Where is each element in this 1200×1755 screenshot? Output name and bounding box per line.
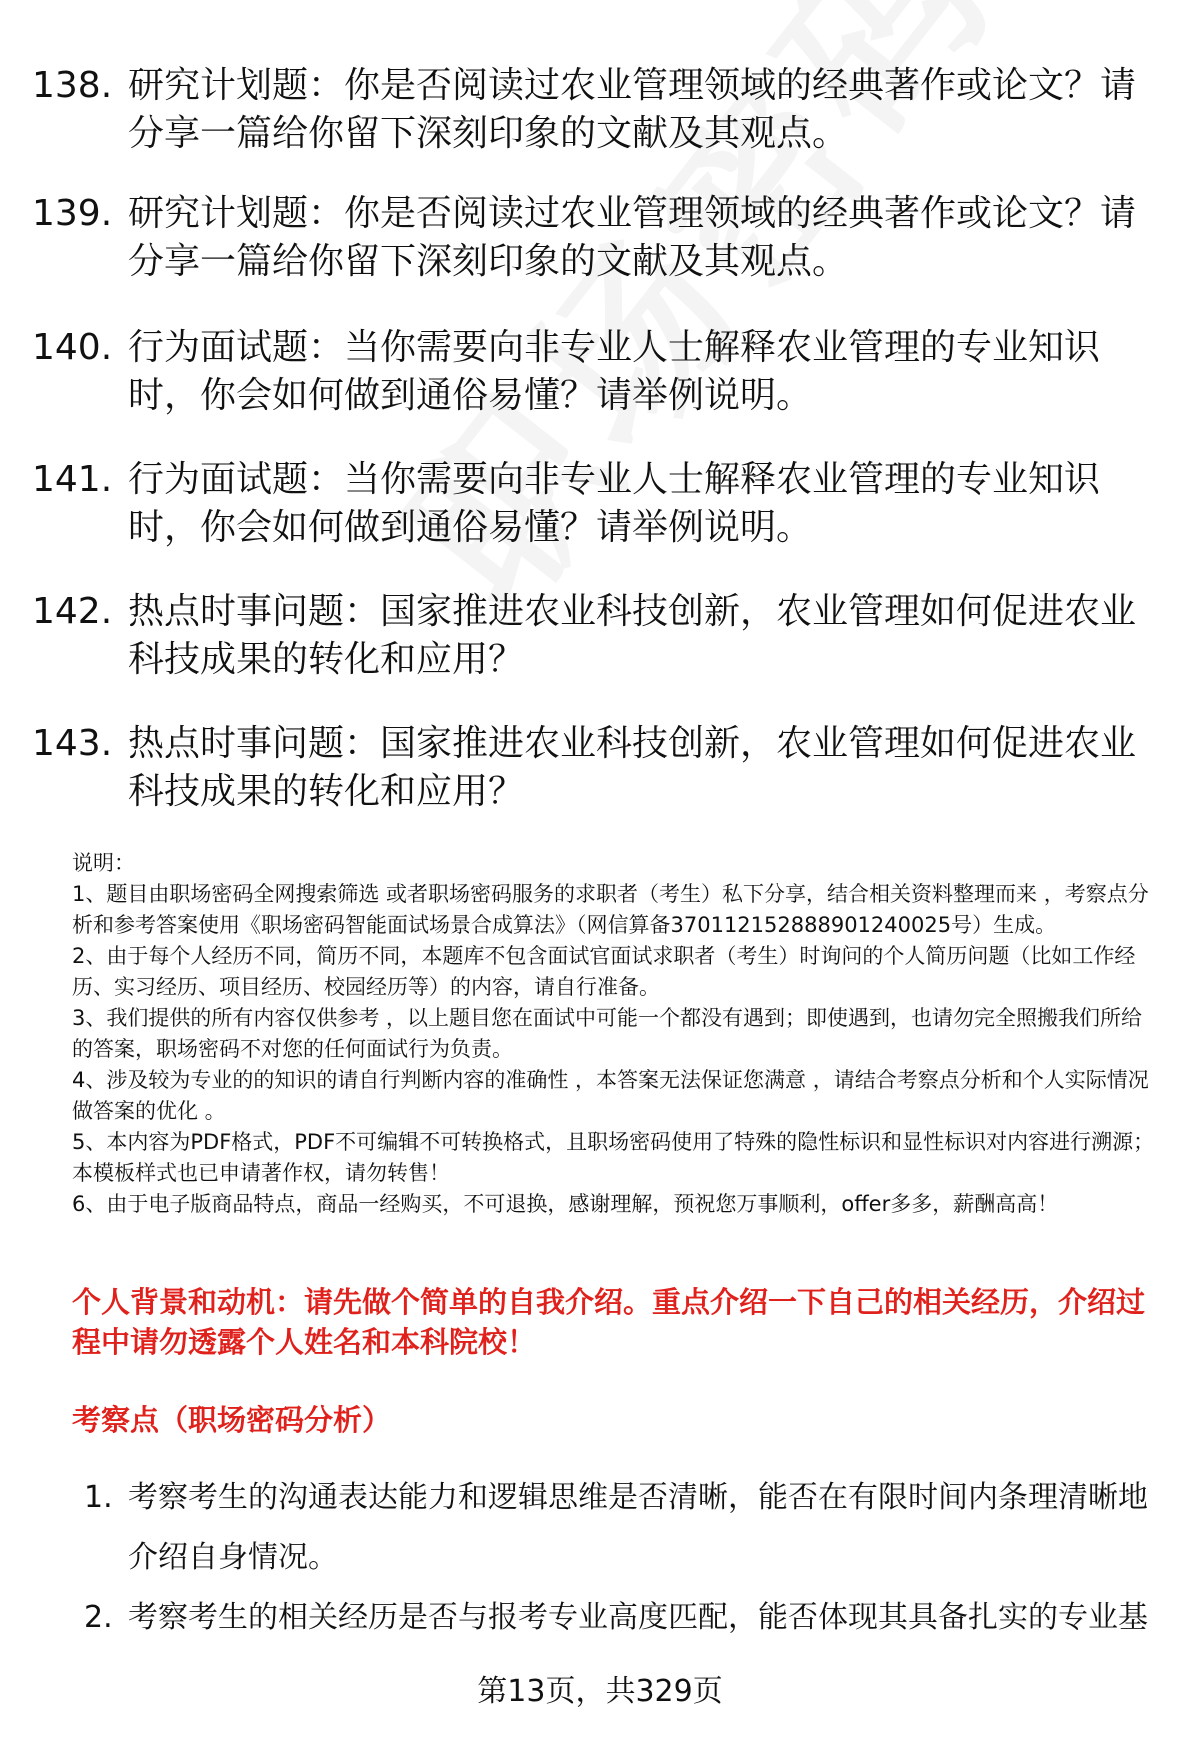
question-text: 研究计划题：你是否阅读过农业管理领域的经典著作或论文？请分享一篇给你留下深刻印象的文献及其观点。 bbox=[128, 65, 1137, 154]
section-subtitle: 考察点（职场密码分析） bbox=[72, 1403, 392, 1437]
note-item: 6、由于电子版商品特点，商品一经购买，不可退换，感谢理解，预祝您万事顺利，offer多多，薪酬高高！ bbox=[72, 1192, 1059, 1216]
question-number: 143. bbox=[32, 723, 113, 764]
question-text: 行为面试题：当你需要向非专业人士解释农业管理的专业知识时，你会如何做到通俗易懂？请举例说明。 bbox=[128, 327, 1101, 416]
point-text: 考察考生的沟通表达能力和逻辑思维是否清晰，能否在有限时间内条理清晰地介绍自身情况。 bbox=[128, 1480, 1148, 1575]
question-139 bbox=[32, 190, 1162, 286]
question-number: 141. bbox=[32, 459, 113, 500]
note-item: 4、涉及较为专业的的知识的请自行判断内容的准确性 ，本答案无法保证您满意 ，请结合考察点分析和个人实际情况做答案的优化 。 bbox=[72, 1068, 1149, 1123]
question-138 bbox=[32, 62, 1162, 158]
question-number: 139. bbox=[32, 193, 113, 234]
question-text: 热点时事问题：国家推进农业科技创新，农业管理如何促进农业科技成果的转化和应用？ bbox=[128, 723, 1137, 812]
question-143 bbox=[32, 720, 1162, 816]
note-item: 1、题目由职场密码全网搜索筛选 或者职场密码服务的求职者（考生）私下分享，结合相关资料整理而来 ，考察点分析和参考答案使用《职场密码智能面试场景合成算法》（网信算备370112152888901240025号）生成。 bbox=[72, 882, 1149, 937]
page-footer: 第13页，共329页 bbox=[477, 1674, 723, 1709]
point-number: 2. bbox=[84, 1600, 113, 1635]
section-title: 个人背景和动机：请先做个简单的自我介绍。重点介绍一下自己的相关经历，介绍过程中请勿透露个人姓名和本科院校！ bbox=[72, 1285, 1146, 1359]
question-text: 研究计划题：你是否阅读过农业管理领域的经典著作或论文？请分享一篇给你留下深刻印象的文献及其观点。 bbox=[128, 193, 1137, 282]
notes-title: 说明： bbox=[72, 851, 135, 875]
question-number: 140. bbox=[32, 327, 113, 368]
question-text: 热点时事问题：国家推进农业科技创新，农业管理如何促进农业科技成果的转化和应用？ bbox=[128, 591, 1137, 680]
question-142 bbox=[32, 588, 1162, 684]
note-item: 5、本内容为PDF格式，PDF不可编辑不可转换格式，且职场密码使用了特殊的隐性标识和显性标识对内容进行溯源；本模板样式也已申请著作权，请勿转售！ bbox=[72, 1130, 1155, 1185]
point-text: 考察考生的相关经历是否与报考专业高度匹配，能否体现其具备扎实的专业基 bbox=[128, 1600, 1148, 1635]
question-140 bbox=[32, 324, 1162, 420]
analysis-point-2 bbox=[84, 1588, 1164, 1648]
question-text: 行为面试题：当你需要向非专业人士解释农业管理的专业知识时，你会如何做到通俗易懂？请举例说明。 bbox=[128, 459, 1101, 548]
analysis-point-1 bbox=[84, 1468, 1164, 1588]
question-number: 138. bbox=[32, 65, 113, 106]
question-number: 142. bbox=[32, 591, 113, 632]
point-number: 1. bbox=[84, 1480, 113, 1515]
note-item: 2、由于每个人经历不同，简历不同，本题库不包含面试官面试求职者（考生）时询问的个人简历问题（比如工作经历、实习经历、项目经历、校园经历等）的内容，请自行准备。 bbox=[72, 944, 1136, 999]
question-141 bbox=[32, 456, 1162, 552]
note-item: 3、我们提供的所有内容仅供参考 ，以上题目您在面试中可能一个都没有遇到；即使遇到，也请勿完全照搬我们所给的答案，职场密码不对您的任何面试行为负责。 bbox=[72, 1006, 1143, 1061]
notes-section bbox=[72, 848, 1157, 1220]
